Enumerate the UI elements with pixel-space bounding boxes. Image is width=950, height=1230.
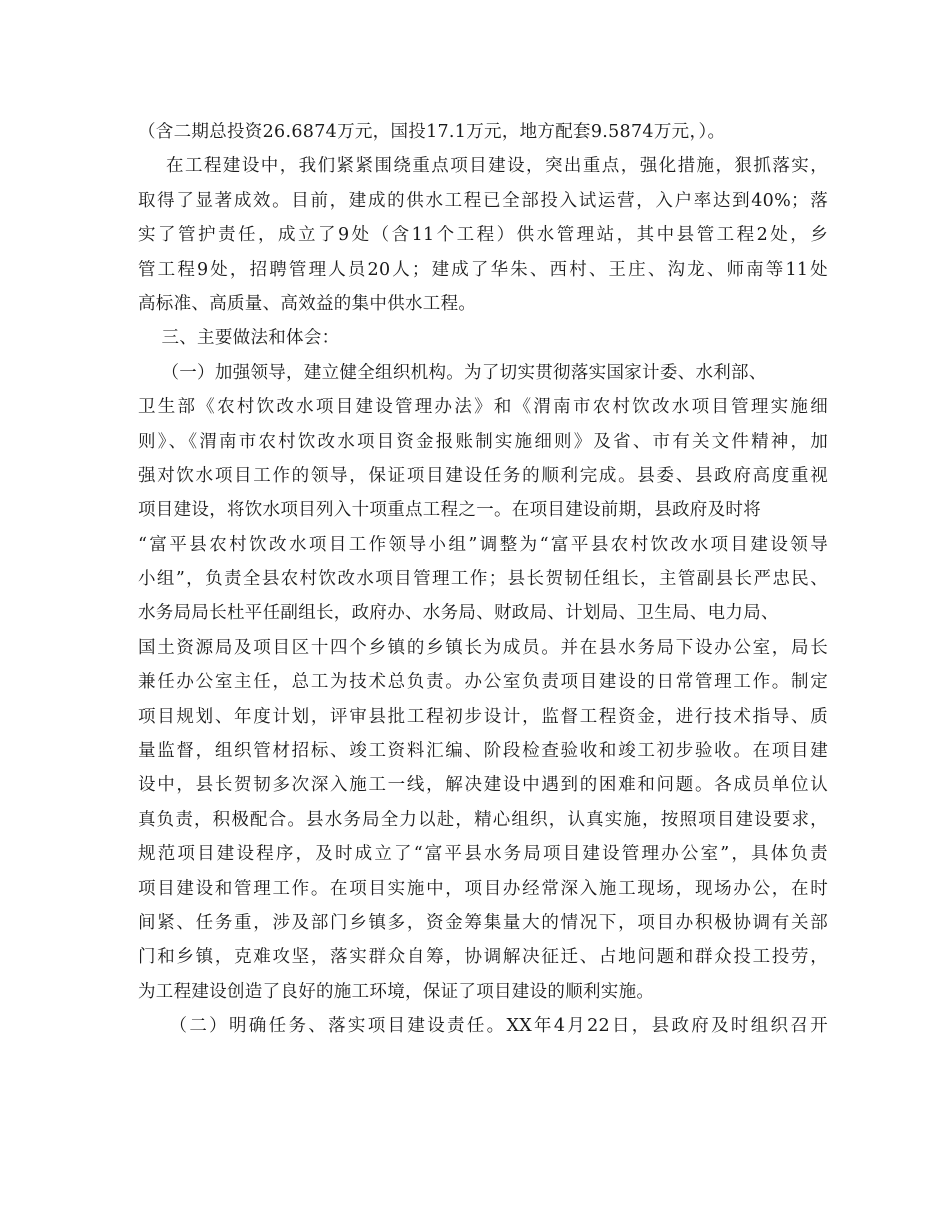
text-line: 水务局局长杜平任副组长，政府办、水务局、财政局、计划局、卫生局、电力局、 bbox=[138, 603, 779, 624]
text-line: 高标准、高质量、高效益的集中供水工程。 bbox=[138, 293, 477, 314]
text-line: 卫生部《农村饮改水项目建设管理办法》和《渭南市农村饮改水项目管理实施细 bbox=[138, 397, 828, 418]
text-line: （二）明确任务、落实项目建设责任。XX年4月22日，县政府及时组织召开 bbox=[138, 1016, 828, 1037]
text-line: 兼任办公室主任，总工为技术总负责。办公室负责项目建设的日常管理工作。制定 bbox=[138, 672, 828, 693]
text-line: 真负责，积极配合。县水务局全力以赴，精心组织，认真实施，按照项目建设要求， bbox=[138, 809, 828, 830]
text-line: 设中，县长贺韧多次深入施工一线，解决建设中遇到的困难和问题。各成员单位认 bbox=[138, 775, 828, 796]
text-line: 则》、《渭南市农村饮改水项目资金报账制实施细则》及省、市有关文件精神，加 bbox=[138, 431, 828, 452]
text-line: 项目规划、年度计划，评审县批工程初步设计，监督工程资金，进行技术指导、质 bbox=[138, 706, 828, 727]
text-line: 强对饮水项目工作的领导，保证项目建设任务的顺利完成。县委、县政府高度重视 bbox=[138, 465, 828, 486]
text-line: “富平县农村饮改水项目工作领导小组”调整为“富平县农村饮改水项目建设领导 bbox=[138, 534, 828, 555]
text-line: 小组”，负责全县农村饮改水项目管理工作；县长贺韧任组长，主管副县长严忠民、 bbox=[138, 569, 828, 590]
text-line: （含二期总投资26.6874万元，国投17.1万元，地方配套9.5874万元，）。 bbox=[138, 122, 726, 142]
text-line: 规范项目建设程序，及时成立了“富平县水务局项目建设管理办公室”，具体负责 bbox=[138, 844, 828, 865]
text-line: 取得了显著成效。目前，建成的供水工程已全部投入试运营，入户率达到40%；落 bbox=[138, 190, 828, 211]
text-line: 在工程建设中，我们紧紧围绕重点项目建设，突出重点，强化措施，狠抓落实， bbox=[138, 156, 828, 177]
text-line: 管工程9处，招聘管理人员20人；建成了华朱、西村、王庄、沟龙、师南等11处 bbox=[138, 259, 828, 280]
text-line: 量监督，组织管材招标、竣工资料汇编、阶段检查验收和竣工初步验收。在项目建 bbox=[138, 741, 828, 762]
text-line: （一）加强领导，建立健全组织机构。为了切实贯彻落实国家计委、水利部、 bbox=[138, 362, 767, 383]
section-heading: 三、主要做法和体会： bbox=[138, 328, 340, 349]
text-line: 国土资源局及项目区十四个乡镇的乡镇长为成员。并在县水务局下设办公室，局长 bbox=[138, 637, 828, 658]
text-line: 项目建设和管理工作。在项目实施中，项目办经常深入施工现场，现场办公，在时 bbox=[138, 878, 828, 899]
text-line: 门和乡镇，克难攻坚，落实群众自筹，协调解决征迁、占地问题和群众投工投劳， bbox=[138, 947, 828, 968]
document-body bbox=[138, 115, 828, 1044]
text-line: 间紧、任务重，涉及部门乡镇多，资金筹集量大的情况下，项目办积极协调有关部 bbox=[138, 912, 828, 933]
text-line: 为工程建设创造了良好的施工环境，保证了项目建设的顺利实施。 bbox=[138, 981, 655, 1002]
text-line: 项目建设，将饮水项目列入十项重点工程之一。在项目建设前期，县政府及时将 bbox=[138, 500, 761, 521]
text-line: 实了管护责任，成立了9处（含11个工程）供水管理站，其中县管工程2处，乡 bbox=[138, 225, 828, 246]
